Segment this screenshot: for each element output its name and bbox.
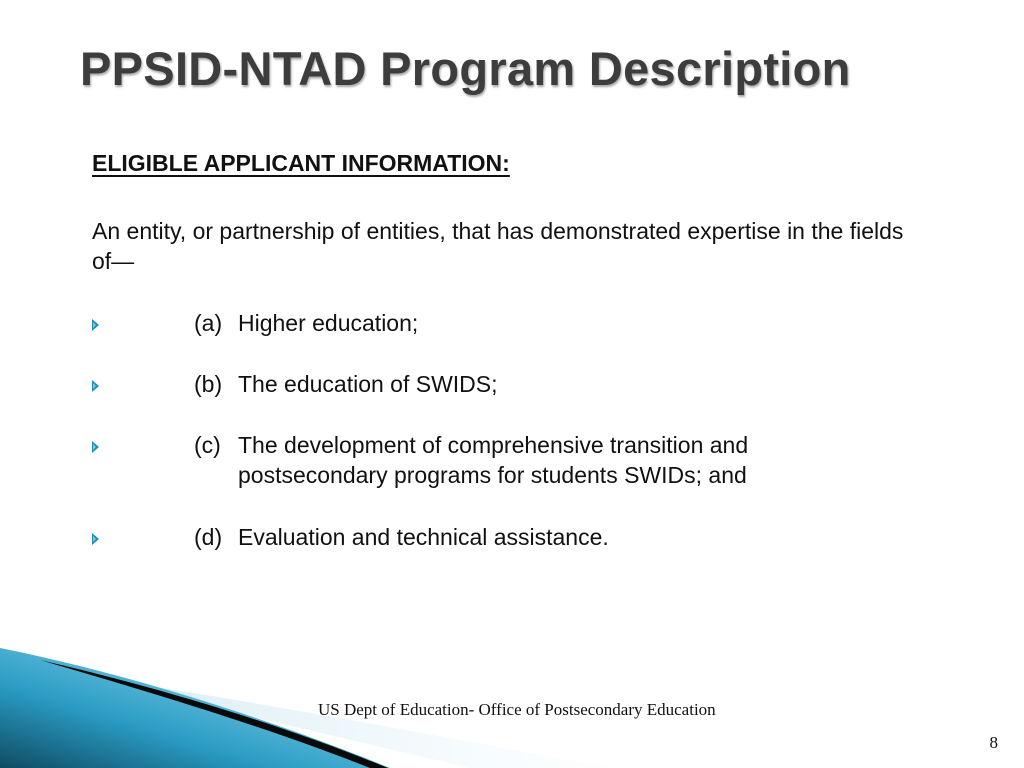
item-text: The education of SWIDS; — [238, 371, 498, 397]
list-item — [92, 369, 892, 399]
triangle-right-icon — [92, 441, 99, 453]
footer-text: US Dept of Education- Office of Postsecondary Education — [318, 700, 716, 719]
triangle-right-icon — [92, 319, 99, 331]
list-item — [92, 430, 892, 492]
item-text: The development of comprehensive transition and postsecondary programs for students SWIDs; and — [238, 432, 749, 488]
list-item — [92, 522, 892, 552]
intro-paragraph: An entity, or partnership of entities, that has demonstrated expertise in the fields of— — [92, 218, 904, 274]
item-marker: (b) — [194, 371, 223, 397]
item-text: Evaluation and technical assistance. — [238, 524, 609, 550]
item-marker: (a) — [194, 310, 223, 336]
slide-title: PPSID-NTAD Program Description — [80, 42, 851, 95]
item-marker: (d) — [194, 524, 223, 550]
item-marker: (c) — [194, 432, 221, 458]
triangle-right-icon — [92, 533, 99, 545]
list-item — [92, 308, 892, 338]
section-heading: ELIGIBLE APPLICANT INFORMATION: — [92, 150, 510, 176]
triangle-right-icon — [92, 380, 99, 392]
page-number: 8 — [989, 733, 998, 752]
item-text: Higher education; — [238, 310, 419, 336]
